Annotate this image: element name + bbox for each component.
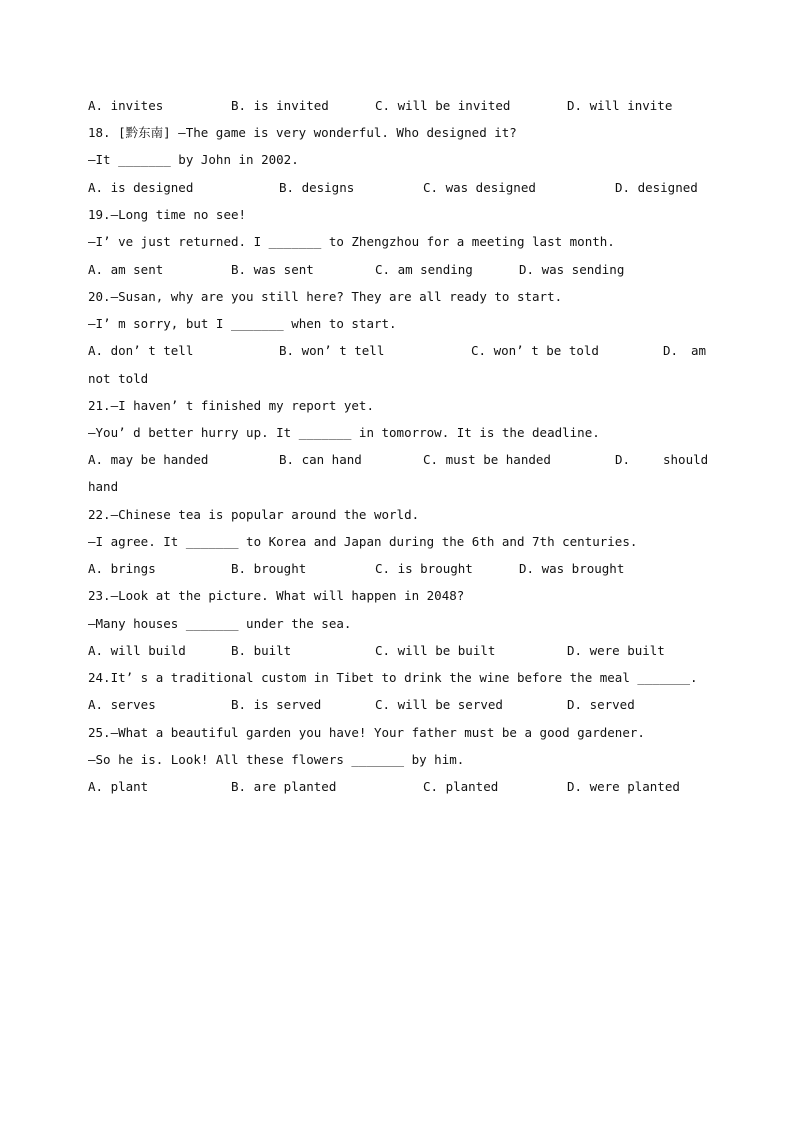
q19-question: 19.—Long time no see! [88, 207, 247, 222]
q20-option-b: B. won’ t tell [279, 343, 385, 358]
q21-option-a: A. may be handed [88, 452, 209, 467]
q21-option-c: C. must be handed [423, 452, 551, 467]
q24-option-b: B. is served [231, 697, 322, 712]
q21-response: —You’ d better hurry up. It _______ in tomorrow. It is the deadline. [88, 425, 600, 440]
q25-response: —So he is. Look! All these flowers _______ by him. [88, 752, 465, 767]
q22-question: 22.—Chinese tea is popular around the world. [88, 507, 420, 522]
q19-option-b: B. was sent [231, 262, 314, 277]
q25-question: 25.—What a beautiful garden you have! Your father must be a good gardener. [88, 725, 645, 740]
q20-option-d-continued: not told [88, 371, 149, 386]
q23-option-a: A. will build [88, 643, 186, 658]
q18-option-c: C. was designed [423, 180, 536, 195]
q17-option-a: A. invites [88, 98, 164, 113]
q20-question: 20.—Susan, why are you still here? They are all ready to start. [88, 289, 563, 304]
q18-option-b: B. designs [279, 180, 355, 195]
q20-option-a: A. don’ t tell [88, 343, 194, 358]
q22-option-c: C. is brought [375, 561, 473, 576]
q17-option-d: D. will invite [567, 98, 673, 113]
q25-option-c: C. planted [423, 779, 499, 794]
q24-question: 24.It’ s a traditional custom in Tibet to drink the wine before the meal _______. [88, 670, 698, 685]
q24-option-c: C. will be served [375, 697, 503, 712]
q21-option-d-continued: hand [88, 479, 119, 494]
q19-response: —I’ ve just returned. I _______ to Zhengzhou for a meeting last month. [88, 234, 615, 249]
q25-option-b: B. are planted [231, 779, 337, 794]
q18-response: —It _______ by John in 2002. [88, 152, 299, 167]
q24-option-d: D. served [567, 697, 635, 712]
q19-option-a: A. am sent [88, 262, 164, 277]
q20-option-c: C. won’ t be told [471, 343, 599, 358]
q22-response: —I agree. It _______ to Korea and Japan during the 6th and 7th centuries. [88, 534, 638, 549]
q25-option-d: D. were planted [567, 779, 680, 794]
q21-question: 21.—I haven’ t finished my report yet. [88, 398, 374, 413]
q18-option-a: A. is designed [88, 180, 194, 195]
q17-option-c: C. will be invited [375, 98, 511, 113]
q23-question: 23.—Look at the picture. What will happen in 2048? [88, 588, 465, 603]
q21-option-b: B. can hand [279, 452, 362, 467]
q19-option-d: D. was sending [519, 262, 625, 277]
q19-option-c: C. am sending [375, 262, 473, 277]
q22-option-b: B. brought [231, 561, 307, 576]
q17-option-b: B. is invited [231, 98, 329, 113]
q20-response: —I’ m sorry, but I _______ when to start. [88, 316, 397, 331]
q20-option-d-text: am [691, 343, 707, 358]
q22-option-a: A. brings [88, 561, 156, 576]
q18-question: 18. [黔东南] —The game is very wonderful. Who designed it? [88, 125, 517, 140]
q23-option-b: B. built [231, 643, 292, 658]
q22-option-d: D. was brought [519, 561, 625, 576]
q21-option-d-text: should [663, 452, 709, 467]
q25-option-a: A. plant [88, 779, 149, 794]
q23-option-c: C. will be built [375, 643, 496, 658]
q24-option-a: A. serves [88, 697, 156, 712]
q23-option-d: D. were built [567, 643, 665, 658]
q18-option-d: D. designed [615, 180, 698, 195]
q20-option-d-letter: D. [663, 343, 679, 358]
q21-option-d-letter: D. [615, 452, 631, 467]
q23-response: —Many houses _______ under the sea. [88, 616, 352, 631]
